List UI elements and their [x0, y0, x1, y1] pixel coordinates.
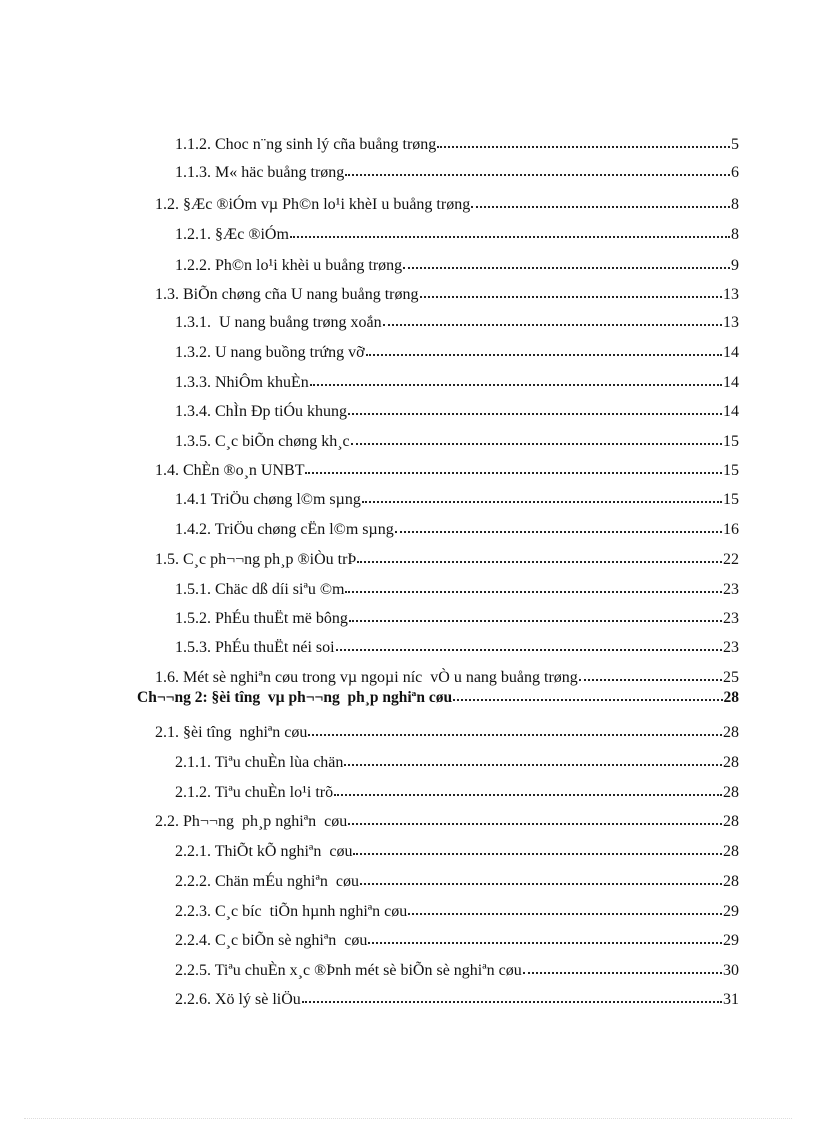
- toc-entry-page-number: 15: [723, 462, 739, 479]
- toc-entry[interactable]: [175, 371, 739, 393]
- toc-entry[interactable]: [175, 607, 739, 629]
- toc-entry-label: Ch¬¬ng 2: §èi tîng vµ ph¬¬ng ph¸p nghiªn cøu: [137, 689, 453, 706]
- toc-entry-label: 2.1. §èi tîng nghiªn cøu: [155, 724, 308, 741]
- toc-entry[interactable]: [175, 400, 739, 422]
- toc-dot-leader: [334, 780, 722, 796]
- toc-dot-leader: [308, 720, 722, 736]
- toc-entry-label: 1.2. §Æc ®iÓm vµ Ph©n lo¹i khèI u buång trøng: [155, 196, 471, 213]
- toc-entry-label: 1.4.2. TriÖu chøng cËn l©m sµng: [175, 521, 394, 538]
- toc-entry-label: 1.5. C¸c ph¬¬ng ph¸p ®iÒu trÞ: [155, 551, 357, 568]
- toc-entry[interactable]: [175, 488, 739, 510]
- toc-entry-page-number: 9: [731, 257, 739, 274]
- toc-entry[interactable]: [137, 686, 739, 708]
- toc-entry-page-number: 14: [723, 374, 739, 391]
- toc-dot-leader: [453, 685, 722, 701]
- toc-entry-label: 1.3.3. NhiÔm khuÈn: [175, 374, 309, 391]
- toc-entry-label: 2.1.2. Tiªu chuÈn lo¹i trõ: [175, 784, 334, 801]
- toc-entry-label: 1.3.4. ChÌn Ðp tiÓu khung: [175, 403, 347, 420]
- toc-entry-label: 2.1.1. Tiªu chuÈn lùa chän: [175, 754, 344, 771]
- toc-entry[interactable]: [175, 988, 739, 1010]
- toc-entry[interactable]: [175, 254, 739, 276]
- toc-entry-page-number: 15: [723, 491, 739, 508]
- toc-dot-leader: [351, 429, 722, 445]
- toc-entry-label: 2.2.2. Chän mÉu nghiªn cøu: [175, 873, 359, 890]
- toc-entry-label: 1.5.3. PhÉu thuËt néi soi: [175, 639, 335, 656]
- toc-entry-page-number: 13: [723, 314, 739, 331]
- toc-entry-page-number: 28: [723, 724, 739, 741]
- toc-entry[interactable]: [175, 161, 739, 183]
- toc-entry[interactable]: [175, 341, 739, 363]
- toc-entry-page-number: 8: [731, 226, 739, 243]
- toc-entry-page-number: 14: [723, 344, 739, 361]
- toc-dot-leader: [395, 517, 722, 533]
- toc-entry-label: 2.2.1. ThiÕt kÕ nghiªn cøu: [175, 843, 353, 860]
- toc-dot-leader: [579, 665, 722, 681]
- toc-entry[interactable]: [175, 929, 739, 951]
- toc-entry-page-number: 28: [723, 843, 739, 860]
- toc-entry-label: 1.4. ChÈn ®o¸n UNBT: [155, 462, 305, 479]
- toc-dot-leader: [305, 458, 722, 474]
- toc-entry-label: 2.2.6. Xö lý sè liÖu: [175, 991, 301, 1008]
- toc-entry-page-number: 15: [723, 433, 739, 450]
- toc-entry-page-number: 5: [731, 136, 739, 153]
- toc-dot-leader: [290, 222, 730, 238]
- toc-entry-label: 1.1.3. M« häc buång trøng: [175, 164, 345, 181]
- toc-entry-label: 1.2.1. §Æc ®iÓm: [175, 226, 289, 243]
- toc-entry-page-number: 23: [723, 639, 739, 656]
- toc-entry[interactable]: [175, 870, 739, 892]
- toc-entry[interactable]: [175, 430, 739, 452]
- toc-entry[interactable]: [175, 578, 739, 600]
- toc-entry-page-number: 29: [723, 932, 739, 949]
- toc-entry-label: 1.3. BiÕn chøng cña U nang buång trøng: [155, 286, 419, 303]
- toc-entry[interactable]: [175, 223, 739, 245]
- toc-entry[interactable]: [175, 311, 739, 333]
- toc-entry-page-number: 14: [723, 403, 739, 420]
- toc-dot-leader: [366, 340, 722, 356]
- toc-entry-label: 1.1.2. Choc n¨ng sinh lý cña buång trøng: [175, 136, 437, 153]
- toc-entry-page-number: 22: [723, 551, 739, 568]
- toc-dot-leader: [420, 282, 722, 298]
- toc-dot-leader: [437, 132, 730, 148]
- toc-entry-page-number: 23: [723, 581, 739, 598]
- toc-entry-page-number: 13: [723, 286, 739, 303]
- toc-entry[interactable]: [175, 781, 739, 803]
- toc-entry-page-number: 30: [723, 962, 739, 979]
- toc-entry-page-number: 28: [723, 754, 739, 771]
- toc-entry[interactable]: [155, 810, 739, 832]
- toc-dot-leader: [348, 399, 722, 415]
- toc-entry-page-number: 29: [723, 903, 739, 920]
- toc-dot-leader: [310, 370, 722, 386]
- toc-entry[interactable]: [175, 636, 739, 658]
- toc-entry[interactable]: [155, 459, 739, 481]
- toc-entry-page-number: 28: [723, 873, 739, 890]
- toc-entry-label: 1.3.1. U nang buång trøng xoắn: [175, 314, 382, 331]
- toc-entry-page-number: 28: [723, 813, 739, 830]
- toc-entry-label: 1.6. Mét sè nghiªn cøu trong vµ ngoµi níc vÒ u nang buång trøng: [155, 669, 578, 686]
- toc-entry-label: 2.2.5. Tiªu chuÈn x¸c ®Þnh mét sè biÕn sè nghiªn cøu: [175, 962, 522, 979]
- toc-entry-page-number: 28: [723, 689, 739, 706]
- toc-entry[interactable]: [175, 840, 739, 862]
- toc-entry-page-number: 25: [723, 669, 739, 686]
- toc-dot-leader: [523, 958, 722, 974]
- toc-dot-leader: [360, 869, 722, 885]
- toc-dot-leader: [348, 809, 722, 825]
- toc-entry-page-number: 28: [723, 784, 739, 801]
- toc-entry[interactable]: [175, 518, 739, 540]
- toc-dot-leader: [362, 487, 722, 503]
- toc-entry-label: 1.2.2. Ph©n lo¹i khèi u buång trøng: [175, 257, 403, 274]
- toc-dot-leader: [357, 547, 722, 563]
- toc-entry-label: 1.5.1. Chäc dß díi siªu ©m: [175, 581, 345, 598]
- toc-entry-page-number: 31: [723, 991, 739, 1008]
- toc-dot-leader: [353, 839, 722, 855]
- toc-entry-label: 1.5.2. PhÉu thuËt më bông: [175, 610, 348, 627]
- toc-dot-leader: [383, 310, 722, 326]
- toc-dot-leader: [368, 928, 722, 944]
- toc-entry[interactable]: [155, 193, 739, 215]
- toc-entry-label: 2.2. Ph¬¬ng ph¸p nghiªn cøu: [155, 813, 348, 830]
- page-footer-divider: [24, 1118, 792, 1119]
- toc-dot-leader: [403, 253, 730, 269]
- toc-entry[interactable]: [155, 721, 739, 743]
- toc-entry-page-number: 16: [723, 521, 739, 538]
- toc-dot-leader: [349, 606, 722, 622]
- toc-entry[interactable]: [155, 283, 739, 305]
- toc-dot-leader: [345, 160, 730, 176]
- toc-dot-leader: [302, 987, 722, 1003]
- toc-dot-leader: [336, 635, 722, 651]
- toc-entry[interactable]: [175, 751, 739, 773]
- toc-dot-leader: [345, 577, 722, 593]
- toc-entry-label: 2.2.3. C¸c bíc tiÕn hµnh nghiªn cøu: [175, 903, 408, 920]
- toc-entry-page-number: 8: [731, 196, 739, 213]
- toc-entry-label: 1.3.5. C¸c biÕn chøng kh¸c: [175, 433, 350, 450]
- toc-entry-label: 1.3.2. U nang buồng trứng vỡ: [175, 344, 365, 361]
- toc-entry[interactable]: [175, 133, 739, 155]
- toc-dot-leader: [344, 750, 722, 766]
- toc-entry[interactable]: [175, 900, 739, 922]
- toc-entry[interactable]: [175, 959, 739, 981]
- toc-entry-label: 2.2.4. C¸c biÕn sè nghiªn cøu: [175, 932, 368, 949]
- toc-entry-page-number: 6: [731, 164, 739, 181]
- toc-entry-page-number: 23: [723, 610, 739, 627]
- toc-entry-label: 1.4.1 TriÖu chøng l©m sµng: [175, 491, 361, 508]
- toc-dot-leader: [408, 899, 722, 915]
- toc-dot-leader: [471, 192, 730, 208]
- toc-entry[interactable]: [155, 548, 739, 570]
